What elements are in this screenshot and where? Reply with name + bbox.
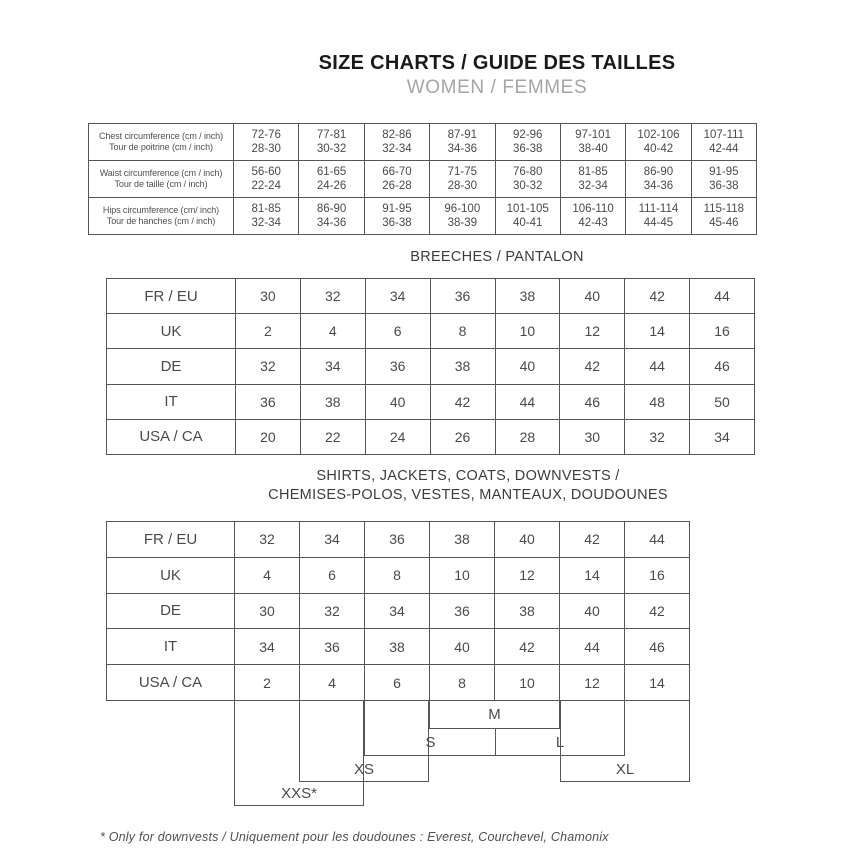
inch-range: 42-44 <box>709 143 739 155</box>
cm-range: 111-114 <box>638 202 679 215</box>
cm-range: 81-85 <box>578 165 608 178</box>
measurement-cell <box>234 198 299 235</box>
inch-range: 36-38 <box>382 217 412 229</box>
cm-range: 81-85 <box>251 202 281 215</box>
size-cell: 34 <box>365 594 430 630</box>
measurement-cell <box>430 161 495 198</box>
measurement-cell <box>365 161 430 198</box>
size-cell: 34 <box>300 522 365 558</box>
size-cell: 4 <box>235 558 300 594</box>
size-bracket-xl <box>560 701 690 782</box>
cm-range: 97-101 <box>575 128 611 141</box>
size-cell: 44 <box>625 349 690 384</box>
measurement-cell <box>365 124 430 161</box>
size-cell: 38 <box>430 522 495 558</box>
measurement-cell <box>234 124 299 161</box>
size-cell: 36 <box>236 385 301 420</box>
size-row-label: USA / CA <box>107 420 236 455</box>
size-row-label: FR / EU <box>107 522 235 558</box>
breeches-section-heading: BREECHES / PANTALON <box>410 249 584 265</box>
size-cell: 32 <box>236 349 301 384</box>
measurement-cell <box>626 161 691 198</box>
size-cell: 16 <box>690 314 755 349</box>
size-cell: 6 <box>366 314 431 349</box>
size-cell: 32 <box>300 594 365 630</box>
cm-range: 71-75 <box>447 165 478 178</box>
inch-range: 30-32 <box>512 180 543 192</box>
size-cell: 40 <box>496 349 561 384</box>
size-cell: 46 <box>560 385 625 420</box>
bracket-label-s: S <box>425 734 436 751</box>
cm-range: 107-111 <box>703 128 745 141</box>
cm-range: 56-60 <box>251 165 281 178</box>
size-cell: 2 <box>235 665 300 701</box>
size-cell: 30 <box>236 279 301 314</box>
size-cell: 30 <box>560 420 625 455</box>
size-cell: 40 <box>560 594 625 630</box>
inch-range: 38-39 <box>447 217 478 229</box>
measurement-label-fr: Tour de taille (cm / inch) <box>114 179 208 189</box>
size-cell: 24 <box>366 420 431 455</box>
size-cell: 8 <box>431 314 496 349</box>
size-cell: 42 <box>625 594 690 630</box>
measurement-label-fr: Tour de hanches (cm / inch) <box>106 216 216 226</box>
size-cell: 38 <box>365 629 430 665</box>
size-cell: 32 <box>625 420 690 455</box>
size-cell: 14 <box>625 314 690 349</box>
size-cell: 40 <box>366 385 431 420</box>
measurement-cell <box>430 124 495 161</box>
size-cell: 20 <box>236 420 301 455</box>
size-row-label: IT <box>107 629 235 665</box>
bracket-label-xxs: XXS* <box>281 785 317 802</box>
measurement-label-en: Waist circumference (cm / inch) <box>99 167 223 178</box>
measurement-cell <box>561 124 626 161</box>
measurement-row-label <box>89 161 234 198</box>
shirts-heading-line2: CHEMISES-POLOS, VESTES, MANTEAUX, DOUDOUNES <box>268 487 668 503</box>
size-cell: 14 <box>625 665 690 701</box>
size-cell: 36 <box>431 279 496 314</box>
measurement-cell <box>299 198 364 235</box>
size-cell: 8 <box>365 558 430 594</box>
breeches-table <box>106 278 755 455</box>
measurement-label-fr: Tour de poitrine (cm / inch) <box>109 142 213 152</box>
size-cell: 40 <box>495 522 560 558</box>
size-cell: 44 <box>496 385 561 420</box>
inch-range: 34-36 <box>643 180 674 192</box>
inch-range: 32-34 <box>578 180 608 192</box>
size-cell: 36 <box>430 594 495 630</box>
size-row-label: IT <box>107 385 236 420</box>
size-cell: 12 <box>560 665 625 701</box>
measurement-row-label <box>89 124 234 161</box>
measurement-cell <box>692 198 757 235</box>
bracket-label-xl: XL <box>615 761 635 778</box>
size-row-label: DE <box>107 594 235 630</box>
inch-range: 44-45 <box>643 217 674 229</box>
size-bracket-m <box>429 701 560 729</box>
measurement-cell <box>234 161 299 198</box>
measurement-cell <box>496 161 561 198</box>
size-cell: 2 <box>236 314 301 349</box>
cm-range: 102-106 <box>637 128 680 141</box>
size-cell: 34 <box>301 349 366 384</box>
size-cell: 44 <box>560 629 625 665</box>
size-cell: 40 <box>430 629 495 665</box>
size-row-label: USA / CA <box>107 665 235 701</box>
inch-range: 32-34 <box>382 143 412 155</box>
inch-range: 26-28 <box>382 180 412 192</box>
size-cell: 44 <box>690 279 755 314</box>
size-cell: 42 <box>495 629 560 665</box>
cm-range: 106-110 <box>572 202 614 215</box>
cm-range: 96-100 <box>444 202 481 215</box>
size-cell: 16 <box>625 558 690 594</box>
inch-range: 30-32 <box>316 143 347 155</box>
cm-range: 86-90 <box>643 165 674 178</box>
size-cell: 36 <box>300 629 365 665</box>
footnote: * Only for downvests / Uniquement pour les doudounes : Everest, Courchevel, Chamonix <box>100 830 609 844</box>
inch-range: 38-40 <box>578 143 608 155</box>
cm-range: 91-95 <box>382 202 412 215</box>
size-cell: 22 <box>301 420 366 455</box>
inch-range: 34-36 <box>316 217 347 229</box>
cm-range: 101-105 <box>506 202 549 215</box>
inch-range: 36-38 <box>512 143 543 155</box>
size-cell: 34 <box>366 279 431 314</box>
size-cell: 42 <box>431 385 496 420</box>
size-row-label: UK <box>107 314 236 349</box>
size-cell: 34 <box>235 629 300 665</box>
size-cell: 10 <box>496 314 561 349</box>
size-cell: 42 <box>625 279 690 314</box>
size-cell: 38 <box>431 349 496 384</box>
size-row-label: UK <box>107 558 235 594</box>
measurements-table <box>88 123 757 235</box>
inch-range: 40-42 <box>643 143 674 155</box>
size-cell: 50 <box>690 385 755 420</box>
size-row-label: FR / EU <box>107 279 236 314</box>
inch-range: 22-24 <box>251 180 281 192</box>
size-cell: 12 <box>495 558 560 594</box>
size-cell: 46 <box>625 629 690 665</box>
measurement-cell <box>692 161 757 198</box>
shirts-section-heading <box>0 467 858 505</box>
measurement-label-en: Hips circumference (cm/ inch) <box>102 204 220 215</box>
size-cell: 36 <box>365 522 430 558</box>
inch-range: 28-30 <box>251 143 281 155</box>
inch-range: 42-43 <box>578 217 608 229</box>
size-cell: 30 <box>235 594 300 630</box>
page-subtitle: WOMEN / FEMMES <box>406 77 588 98</box>
cm-range: 61-65 <box>316 165 347 178</box>
size-cell: 8 <box>430 665 495 701</box>
page-title: SIZE CHARTS / GUIDE DES TAILLES <box>318 52 676 74</box>
measurement-cell <box>299 161 364 198</box>
inch-range: 40-41 <box>512 217 543 229</box>
size-cell: 4 <box>301 314 366 349</box>
size-cell: 28 <box>496 420 561 455</box>
measurement-cell <box>430 198 495 235</box>
size-cell: 10 <box>495 665 560 701</box>
measurement-label-en: Chest circumference (cm / inch) <box>99 130 223 141</box>
cm-range: 66-70 <box>382 165 412 178</box>
size-cell: 6 <box>300 558 365 594</box>
measurement-row-label <box>89 198 234 235</box>
measurement-cell <box>496 198 561 235</box>
shirts-table <box>106 521 690 701</box>
inch-range: 36-38 <box>709 180 739 192</box>
measurement-cell <box>365 198 430 235</box>
size-row-label: DE <box>107 349 236 384</box>
cm-range: 86-90 <box>316 202 347 215</box>
cm-range: 82-86 <box>382 128 412 141</box>
size-cell: 32 <box>301 279 366 314</box>
size-cell: 34 <box>690 420 755 455</box>
measurement-cell <box>561 161 626 198</box>
cm-range: 76-80 <box>512 165 543 178</box>
size-cell: 42 <box>560 522 625 558</box>
measurement-cell <box>626 124 691 161</box>
inch-range: 28-30 <box>447 180 478 192</box>
size-cell: 38 <box>495 594 560 630</box>
size-cell: 10 <box>430 558 495 594</box>
measurement-cell <box>626 198 691 235</box>
size-cell: 14 <box>560 558 625 594</box>
cm-range: 91-95 <box>709 165 739 178</box>
cm-range: 92-96 <box>512 128 543 141</box>
size-cell: 38 <box>496 279 561 314</box>
size-cell: 36 <box>366 349 431 384</box>
size-cell: 46 <box>690 349 755 384</box>
bracket-label-xs: XS <box>353 761 374 778</box>
shirts-heading-line1: SHIRTS, JACKETS, COATS, DOWNVESTS / <box>316 468 620 484</box>
measurement-cell <box>496 124 561 161</box>
bracket-label-m: M <box>488 706 501 723</box>
inch-range: 32-34 <box>251 217 281 229</box>
measurement-cell <box>299 124 364 161</box>
size-cell: 4 <box>300 665 365 701</box>
cm-range: 72-76 <box>251 128 281 141</box>
size-cell: 44 <box>625 522 690 558</box>
measurement-cell <box>561 198 626 235</box>
size-cell: 12 <box>560 314 625 349</box>
bracket-label-l: L <box>555 734 565 751</box>
size-cell: 26 <box>431 420 496 455</box>
cm-range: 77-81 <box>316 128 347 141</box>
cm-range: 115-118 <box>703 202 745 215</box>
inch-range: 45-46 <box>709 217 739 229</box>
size-cell: 40 <box>560 279 625 314</box>
size-cell: 38 <box>301 385 366 420</box>
size-cell: 6 <box>365 665 430 701</box>
inch-range: 34-36 <box>447 143 478 155</box>
cm-range: 87-91 <box>447 128 478 141</box>
measurement-cell <box>692 124 757 161</box>
size-cell: 48 <box>625 385 690 420</box>
size-cell: 42 <box>560 349 625 384</box>
size-cell: 32 <box>235 522 300 558</box>
inch-range: 24-26 <box>316 180 347 192</box>
